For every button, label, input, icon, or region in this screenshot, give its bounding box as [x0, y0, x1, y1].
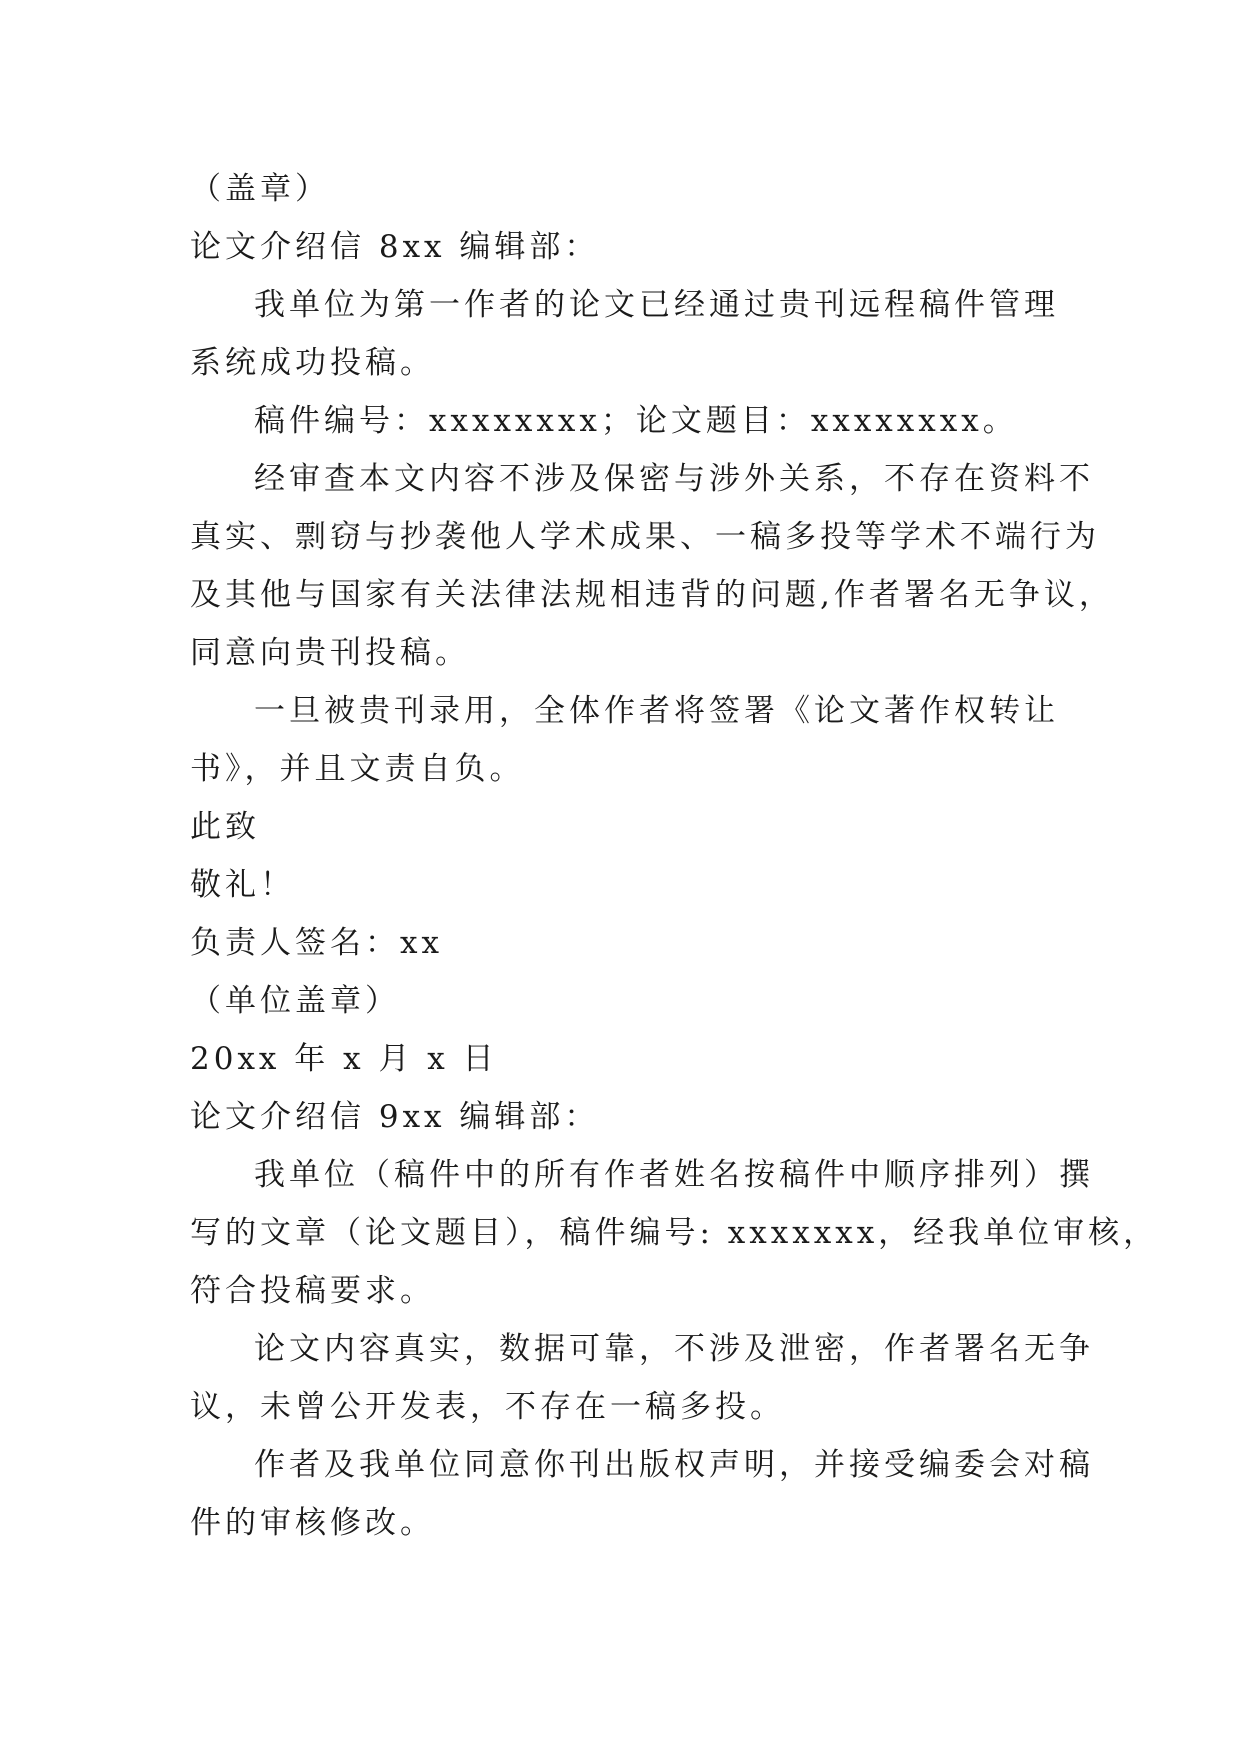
paragraph-line: 一旦被贵刊录用，全体作者将签署《论文著作权转让	[254, 693, 1059, 729]
letter-heading: 论文介绍信 9xx 编辑部：	[190, 1099, 600, 1135]
paragraph-line: 同意向贵刊投稿。	[190, 635, 470, 671]
paragraph-line: 及其他与国家有关法律法规相违背的问题,作者署名无争议，	[190, 577, 1114, 613]
letter-body	[190, 160, 1159, 1552]
paragraph-line: 议，未曾公开发表，不存在一稿多投。	[190, 1389, 785, 1425]
paragraph-line: 系统成功投稿。	[190, 345, 435, 381]
paragraph-line: 稿件编号：xxxxxxxx；论文题目：xxxxxxxx。	[254, 403, 1018, 439]
seal-note: （单位盖章）	[190, 983, 400, 1019]
paragraph-line: 写的文章（论文题目），稿件编号: xxxxxxx，经我单位审核，	[190, 1215, 1159, 1251]
closing-line: 敬礼！	[190, 867, 295, 903]
paragraph-line: 书》，并且文责自负。	[190, 751, 525, 787]
closing-line: 此致	[190, 809, 260, 845]
signature-line: 负责人签名：xx	[190, 925, 443, 961]
paragraph-line: 符合投稿要求。	[190, 1273, 435, 1309]
letter-heading: 论文介绍信 8xx 编辑部：	[190, 229, 600, 265]
paragraph-line: 真实、剽窃与抄袭他人学术成果、一稿多投等学术不端行为	[190, 519, 1100, 555]
paragraph-line: 论文内容真实，数据可靠，不涉及泄密，作者署名无争	[254, 1331, 1094, 1367]
seal-note: （盖章）	[190, 171, 330, 207]
paragraph-line: 我单位（稿件中的所有作者姓名按稿件中顺序排列）撰	[254, 1157, 1094, 1193]
paragraph-line: 作者及我单位同意你刊出版权声明，并接受编委会对稿	[254, 1447, 1094, 1483]
paragraph-line: 经审查本文内容不涉及保密与涉外关系，不存在资料不	[254, 461, 1094, 497]
paragraph-line: 我单位为第一作者的论文已经通过贵刊远程稿件管理	[254, 287, 1059, 323]
paragraph-line: 件的审核修改。	[190, 1505, 435, 1541]
date-line: 20xx 年 x 月 x 日	[190, 1041, 498, 1077]
